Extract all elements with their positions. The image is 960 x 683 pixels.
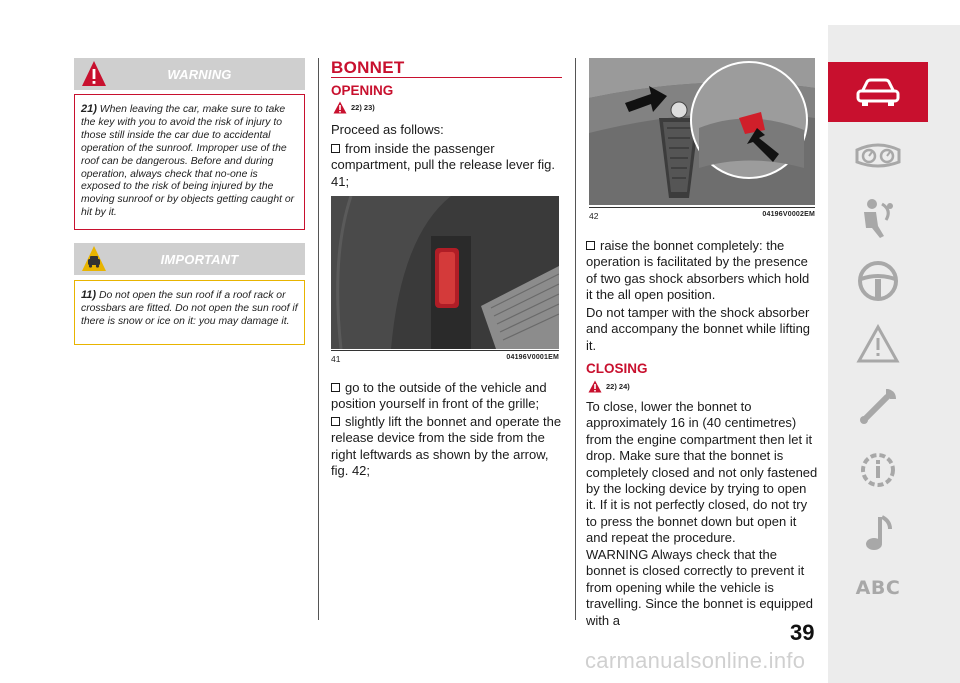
steering-wheel-icon: [856, 259, 900, 303]
closing-warning-text: WARNING Always check that the bonnet is closed correctly to prevent it from opening while the vehicle is travelling. Since the bonnet is equipped with a: [586, 547, 813, 628]
figure-number: 41: [331, 354, 341, 364]
figure-number: 42: [589, 211, 599, 221]
warning-number: 21): [81, 103, 97, 115]
sidebar-item-car[interactable]: [828, 62, 928, 122]
bullet-box: [331, 417, 340, 426]
closing-heading: CLOSING: [586, 361, 648, 376]
bullet-box: [586, 241, 595, 250]
warning-header: [74, 58, 305, 90]
page-number: 39: [790, 620, 815, 645]
sidebar-item-index[interactable]: [828, 558, 928, 618]
sidebar-item-safety[interactable]: [828, 188, 928, 248]
figure-rule: [589, 207, 815, 208]
bullet-box: [331, 144, 340, 153]
sidebar-item-emergency[interactable]: [828, 314, 928, 374]
abc-label: ABC: [855, 577, 901, 599]
sidebar-item-dashboard[interactable]: [828, 125, 928, 185]
column-divider: [575, 58, 576, 620]
sidebar-item-technical-data[interactable]: [828, 440, 928, 500]
sidebar-item-maintenance[interactable]: [828, 377, 928, 437]
warning-triangle-icon: [80, 59, 108, 92]
car-caution-icon: [80, 244, 108, 277]
important-body: [74, 280, 305, 345]
bullet-box: [331, 383, 340, 392]
step-2: [331, 380, 563, 413]
closing-refs: [588, 380, 630, 393]
opening-heading: OPENING: [331, 83, 394, 98]
step-3-text: slightly lift the bonnet and operate the release device from the side from the right leftwards as shown by the arrow, fig. 42;: [331, 414, 562, 479]
opening-intro: Proceed as follows:: [331, 122, 444, 137]
figure-rule: [331, 350, 559, 351]
step-1: [331, 141, 563, 190]
step-4-text: raise the bonnet completely: the operation is facilitated by the presence of two gas shock absorbers which hold it the all open position.: [586, 238, 810, 303]
sidebar-item-driving[interactable]: [828, 251, 928, 311]
figure-code: 04196V0002EM: [762, 211, 815, 218]
shock-absorber-note: Do not tamper with the shock absorber and accompany the bonnet while lifting it.: [586, 305, 811, 353]
closing-text: To close, lower the bonnet to approximately 16 in (40 centimetres) from the engine compartment then let it drop. Make sure that the bonnet is completely closed and not only fastened by the locking device by trying to open it. If it is not perfectly closed, do not try to press the bonnet down but open it and repeat the procedure.: [586, 399, 818, 546]
closing-refs-text: 22) 24): [606, 382, 630, 391]
car-icon: [854, 76, 902, 108]
important-header: [74, 243, 305, 275]
figure-42-image: [589, 58, 815, 205]
warning-title: WARNING: [167, 66, 232, 82]
warning-body: [74, 94, 305, 230]
wrench-icon: [856, 385, 900, 429]
warning-triangle-icon: [333, 101, 347, 114]
section-title: BONNET: [331, 58, 405, 77]
important-number: 11): [81, 289, 97, 301]
safety-icon: [856, 196, 900, 240]
figure-code: 04196V0001EM: [506, 354, 559, 361]
dashboard-icon: [854, 140, 902, 170]
step-2-text: go to the outside of the vehicle and position yourself in front of the grille;: [331, 380, 547, 412]
gear-info-icon: [856, 448, 900, 492]
music-note-icon: [856, 511, 900, 555]
opening-refs-text: 22) 23): [351, 103, 375, 112]
column-divider: [318, 58, 319, 620]
watermark: carmanualsonline.info: [585, 648, 806, 673]
step-4: [586, 238, 818, 304]
warning-triangle-icon: [856, 324, 900, 364]
chapter-sidebar: [828, 25, 960, 683]
warning-text: When leaving the car, make sure to take the key with you to avoid the risk of injury to those still inside the car due to accidental operation of the sunroof. Improper use of the roof can be dangerous. Before and during operation, always check that no-one is exposed to the risk of being injured by the moving sunroof or by objects getting caught or hit by it.: [81, 104, 295, 219]
warning-triangle-icon: [588, 380, 602, 393]
important-title: IMPORTANT: [160, 251, 239, 267]
figure-41-caption: [331, 354, 559, 364]
sidebar-item-multimedia[interactable]: [828, 503, 928, 563]
figure-42-caption: [589, 211, 815, 221]
figure-41-image: [331, 196, 559, 349]
important-text: Do not open the sun roof if a roof rack or crossbars are fitted. Do not open the sun roof if there is snow or ice on it: you may damage it.: [81, 290, 298, 327]
opening-refs: [333, 101, 375, 114]
step-1-text: from inside the passenger compartment, pull the release lever fig. 41;: [331, 141, 555, 189]
step-3: [331, 414, 563, 480]
section-rule: [331, 77, 562, 78]
